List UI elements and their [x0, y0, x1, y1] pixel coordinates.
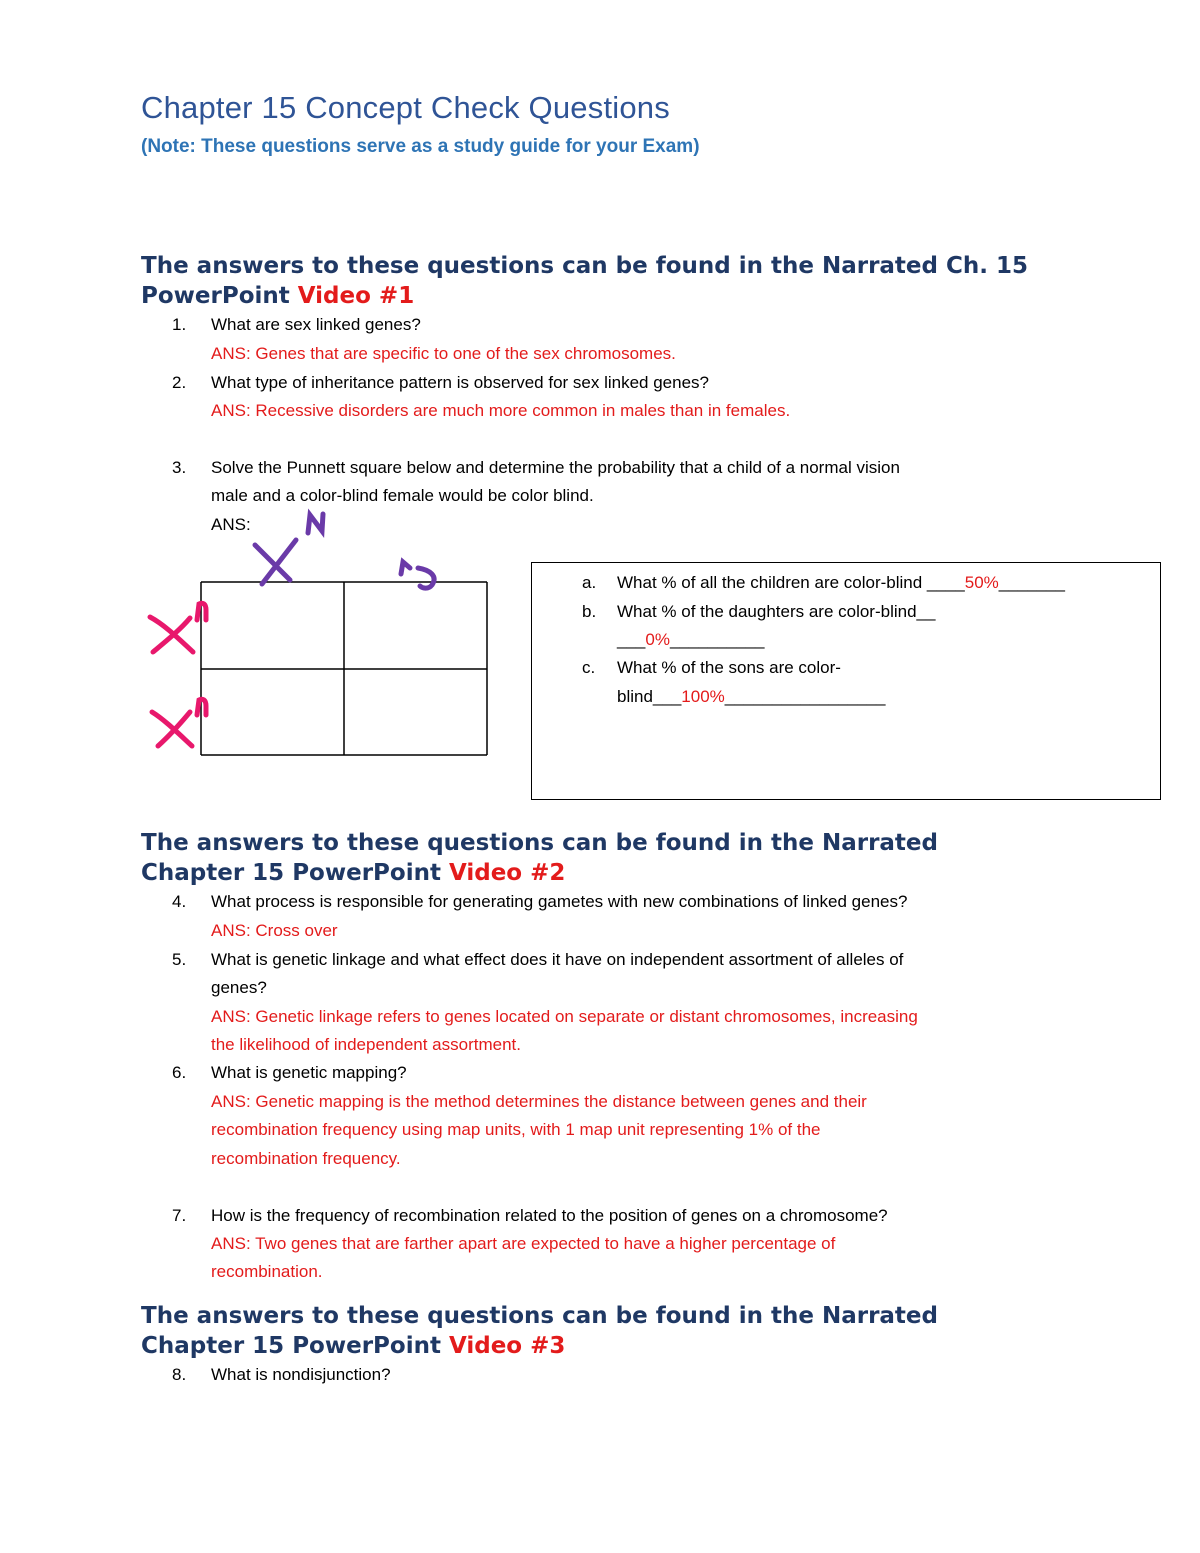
q1-text: What are sex linked genes?	[211, 315, 421, 334]
q3-line1: Solve the Punnett square below and determine the probability that a child of a normal vision	[211, 458, 900, 477]
section-2-line1: The answers to these questions can be found in the Narrated	[141, 830, 938, 856]
section-2-line2	[141, 858, 938, 888]
section-1-video: Video #1	[297, 283, 415, 309]
sub-b-label: b.	[582, 602, 597, 621]
section-3-prefix: Chapter 15 PowerPoint	[141, 1333, 449, 1359]
page-subtitle: (Note: These questions serve as a study guide for your Exam)	[141, 136, 700, 157]
sub-c-line2	[617, 686, 886, 708]
section-1-prefix: PowerPoint	[141, 283, 298, 309]
q8-number: 8.	[172, 1365, 187, 1384]
handwritten-x-normal	[255, 514, 323, 584]
q7-answer-line2: recombination.	[211, 1262, 323, 1281]
sub-a-label: a.	[582, 573, 597, 592]
q6-answer-line1: ANS: Genetic mapping is the method determines the distance between genes and their	[211, 1092, 867, 1111]
q5-answer-line2: the likelihood of independent assortment.	[211, 1035, 521, 1054]
q6-text: What is genetic mapping?	[211, 1063, 407, 1082]
sub-c-answer: 100%	[681, 687, 725, 706]
section-3-video: Video #3	[448, 1333, 566, 1359]
sub-b-answer: 0%	[645, 630, 670, 649]
q5-number: 5.	[172, 950, 187, 969]
q6-answer-line2: recombination frequency using map units, with 1 map unit representing 1% of the	[211, 1120, 821, 1139]
q4-text: What process is responsible for generating gametes with new combinations of linked genes?	[211, 892, 908, 911]
section-2-prefix: Chapter 15 PowerPoint	[141, 860, 449, 886]
q5-answer-line1: ANS: Genetic linkage refers to genes located on separate or distant chromosomes, increasing	[211, 1007, 918, 1026]
q2-text: What type of inheritance pattern is observed for sex linked genes?	[211, 373, 710, 392]
q8-text: What is nondisjunction?	[211, 1365, 391, 1384]
q2-answer: ANS: Recessive disorders are much more common in males than in females.	[211, 401, 791, 420]
q5-line2: genes?	[211, 978, 267, 997]
sub-b-prefix: ___	[617, 630, 646, 649]
sub-a-answer: 50%	[964, 573, 999, 592]
q6-answer-line3: recombination frequency.	[211, 1149, 401, 1168]
q4-number: 4.	[172, 892, 187, 911]
q1-number: 1.	[172, 315, 187, 334]
q3-number: 3.	[172, 458, 187, 477]
punnett-grid	[201, 582, 487, 755]
page-title: Chapter 15 Concept Check Questions	[141, 90, 670, 125]
q5-line1: What is genetic linkage and what effect does it have on independent assortment of alleles of	[211, 950, 904, 969]
section-3-line2	[141, 1331, 938, 1361]
handwritten-x-colorblind-2	[152, 699, 206, 746]
sub-a-text	[617, 572, 1065, 594]
punnett-answer-box	[531, 562, 1161, 800]
q2-number: 2.	[172, 373, 187, 392]
sub-c-tail: _________________	[724, 687, 886, 706]
handwritten-y	[401, 562, 434, 588]
q7-number: 7.	[172, 1206, 187, 1225]
section-3-line1: The answers to these questions can be found in the Narrated	[141, 1303, 938, 1329]
sub-c-label: c.	[582, 658, 596, 677]
q7-text: How is the frequency of recombination related to the position of genes on a chromosome?	[211, 1206, 888, 1225]
sub-a-tail: _______	[998, 573, 1065, 592]
sub-b-line2	[617, 629, 765, 651]
q3-ans-label: ANS:	[211, 515, 251, 534]
q4-answer: ANS: Cross over	[211, 921, 338, 940]
sub-a-question: What % of all the children are color-blind ____	[617, 573, 965, 592]
q3-line2: male and a color-blind female would be color blind.	[211, 486, 594, 505]
q1-answer: ANS: Genes that are specific to one of the sex chromosomes.	[211, 344, 676, 363]
section-2-video: Video #2	[448, 860, 566, 886]
q7-answer-line1: ANS: Two genes that are farther apart are expected to have a higher percentage of	[211, 1234, 836, 1253]
q6-number: 6.	[172, 1063, 187, 1082]
handwritten-x-colorblind-1	[150, 603, 206, 652]
section-3-heading	[141, 1301, 938, 1361]
sub-c-question: What % of the sons are color-	[617, 658, 841, 677]
sub-b-question: What % of the daughters are color-blind__	[617, 602, 936, 621]
section-2-heading	[141, 828, 938, 888]
sub-c-prefix: blind___	[617, 687, 682, 706]
section-1-line1: The answers to these questions can be found in the Narrated Ch. 15	[141, 253, 1029, 279]
sub-b-tail: __________	[669, 630, 765, 649]
